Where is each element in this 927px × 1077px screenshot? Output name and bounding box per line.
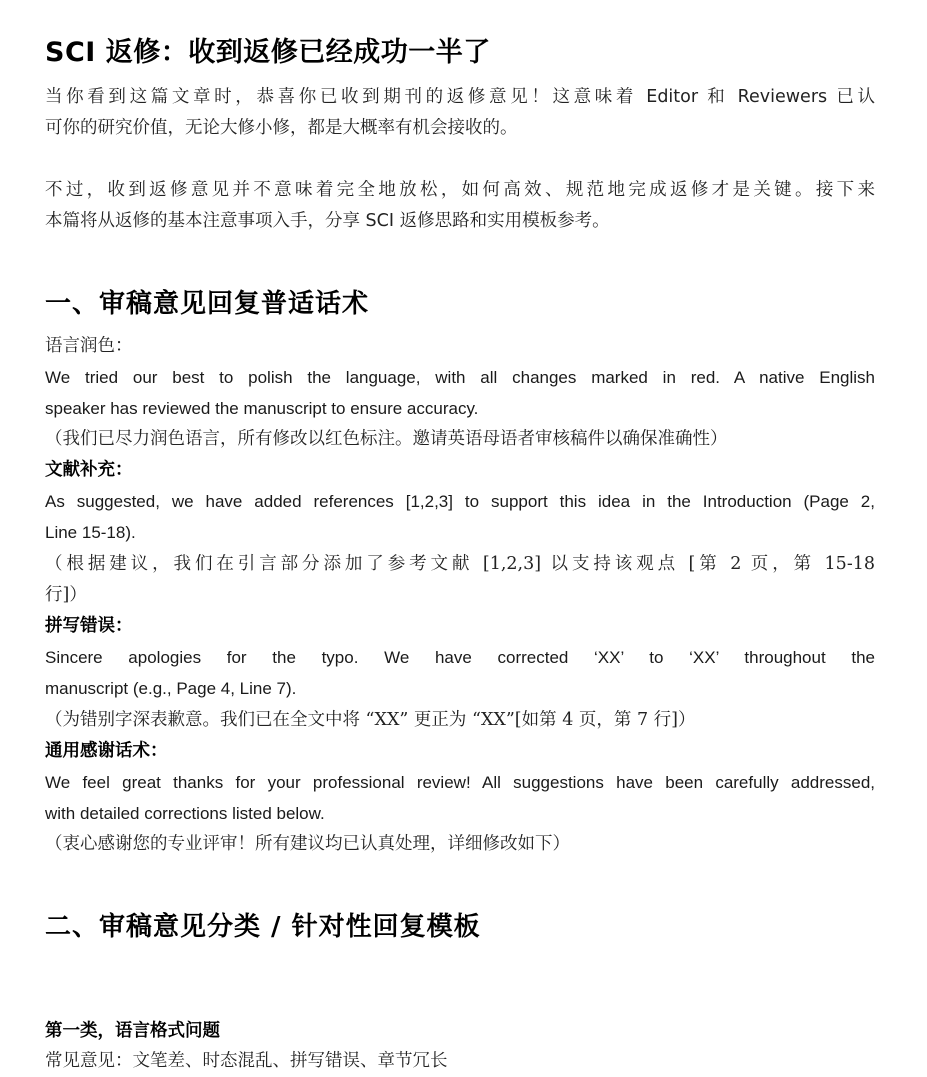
thanks-english-line-1: We feel great thanks for your professional review! All suggestions have been carefully addressed, xyxy=(45,773,875,792)
intro-paragraph-1-line-1: 当你看到这篇文章时，恭喜你已收到期刊的返修意见！这意味着 Editor 和 Reviewers 已认 xyxy=(45,87,875,107)
category-1-label: 第一类，语言格式问题 xyxy=(45,1021,220,1041)
polish-label: 语言润色： xyxy=(45,336,133,356)
intro-paragraph-1-line-2: 可你的研究价值，无论大修小修，都是大概率有机会接收的。 xyxy=(45,118,518,138)
references-english-line-2: Line 15-18). xyxy=(45,523,136,542)
intro-paragraph-2-line-1: 不过，收到返修意见并不意味着完全地放松，如何高效、规范地完成返修才是关键。接下来 xyxy=(45,180,875,200)
thanks-chinese-line-1: （衷心感谢您的专业评审！所有建议均已认真处理，详细修改如下） xyxy=(45,834,570,854)
references-chinese-line-1: （根据建议，我们在引言部分添加了参考文献 [1,2,3] 以支持该观点 [第 2 页，第 15-18 xyxy=(45,554,875,574)
spelling-label: 拼写错误： xyxy=(45,616,133,636)
spelling-chinese-line-1: （为错别字深表歉意。我们已在全文中将 “XX” 更正为 “XX”[如第 4 页，第 7 行]） xyxy=(45,710,696,730)
intro-paragraph-2-line-2: 本篇将从返修的基本注意事项入手，分享 SCI 返修思路和实用模板参考。 xyxy=(45,211,610,231)
page-title: SCI 返修：收到返修已经成功一半了 xyxy=(45,37,491,68)
spelling-english-line-1: Sincere apologies for the typo. We have corrected ‘XX’ to ‘XX’ throughout the xyxy=(45,648,875,667)
spelling-english-line-2: manuscript (e.g., Page 4, Line 7). xyxy=(45,679,297,698)
thanks-english-line-2: with detailed corrections listed below. xyxy=(45,804,325,823)
polish-chinese-line-1: （我们已尽力润色语言，所有修改以红色标注。邀请英语母语者审核稿件以确保准确性） xyxy=(45,429,728,449)
references-label: 文献补充： xyxy=(45,460,133,480)
category-1-common-opinions: 常见意见：文笔差、时态混乱、拼写错误、章节冗长 xyxy=(45,1051,448,1071)
section-2-heading: 二、审稿意见分类 / 针对性回复模板 xyxy=(45,912,481,942)
thanks-label: 通用感谢话术： xyxy=(45,741,168,761)
references-english-line-1: As suggested, we have added references [1,2,3] to support this idea in the Introduction (Page 2, xyxy=(45,492,875,511)
polish-english-line-2: speaker has reviewed the manuscript to ensure accuracy. xyxy=(45,399,479,418)
references-chinese-line-2: 行]） xyxy=(45,585,87,605)
polish-english-line-1: We tried our best to polish the language, with all changes marked in red. A native English xyxy=(45,368,875,387)
section-1-heading: 一、审稿意见回复普适话术 xyxy=(45,289,370,319)
